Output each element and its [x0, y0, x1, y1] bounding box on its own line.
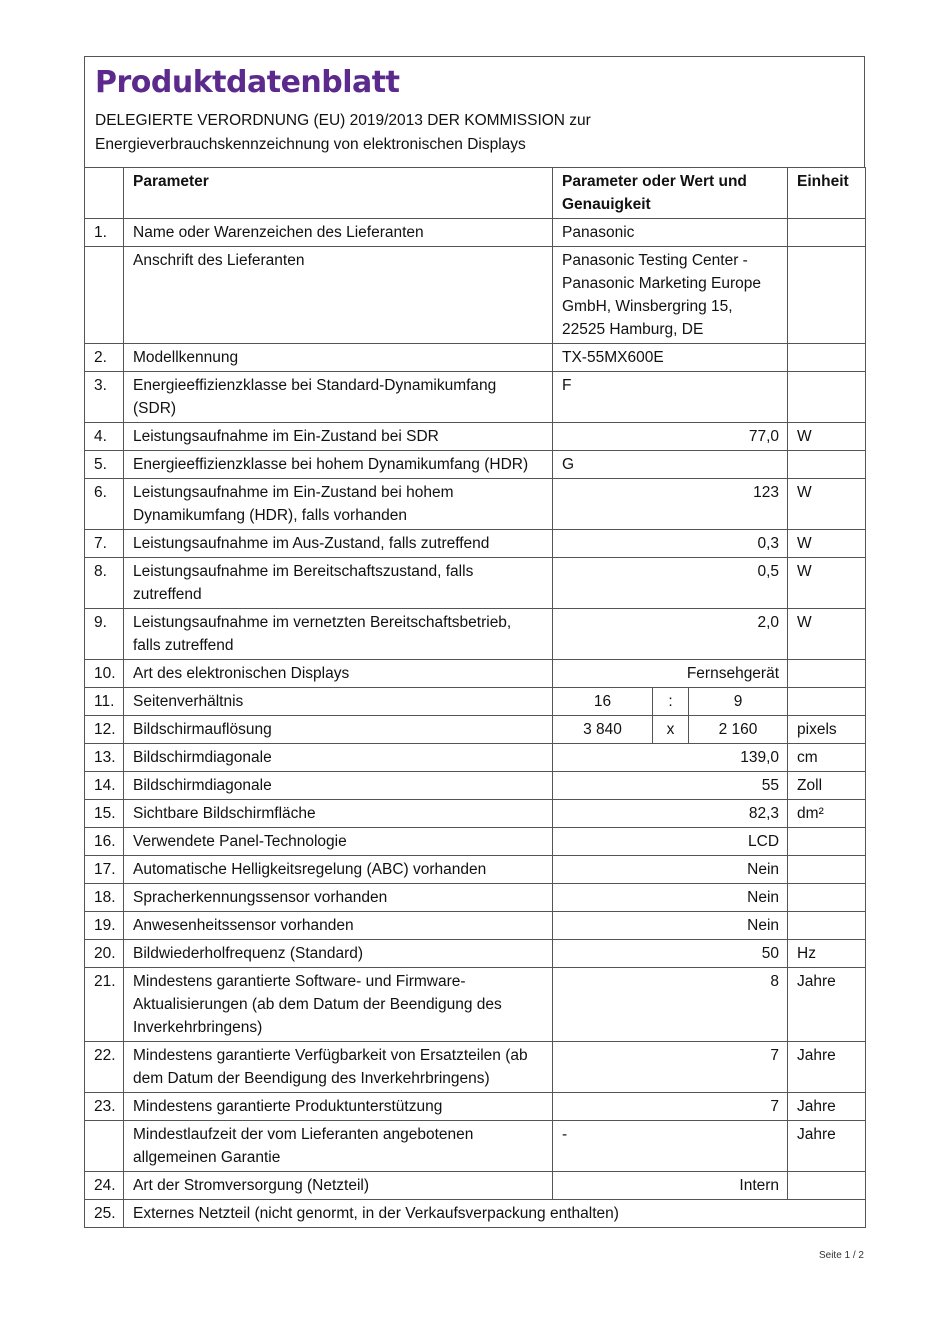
- regulation-line-2: Energieverbrauchskennzeichnung von elektronischen Displays: [95, 136, 526, 153]
- row-unit: Jahre: [788, 1121, 866, 1172]
- row-unit: [788, 219, 866, 247]
- row-parameter: Bildwiederholfrequenz (Standard): [124, 940, 553, 968]
- row-parameter: Name oder Warenzeichen des Lieferanten: [124, 219, 553, 247]
- row-number: 1.: [85, 219, 124, 247]
- row-value-b: 9: [689, 688, 788, 716]
- row-unit: [788, 451, 866, 479]
- row-unit: [788, 372, 866, 423]
- row-unit: W: [788, 423, 866, 451]
- row-unit: [788, 884, 866, 912]
- table-row: [85, 828, 866, 856]
- row-number: [85, 1121, 124, 1172]
- row-parameter: Seitenverhältnis: [124, 688, 553, 716]
- row-unit: dm²: [788, 800, 866, 828]
- table-row: [85, 530, 866, 558]
- table-row: [85, 423, 866, 451]
- row-unit: [788, 828, 866, 856]
- header-value: Parameter oder Wert und Genauigkeit: [553, 168, 788, 219]
- table-row: [85, 856, 866, 884]
- row-value: Nein: [553, 884, 788, 912]
- datasheet-header: [84, 56, 865, 167]
- row-value: 7: [553, 1042, 788, 1093]
- row-parameter: Bildschirmdiagonale: [124, 772, 553, 800]
- row-unit: Jahre: [788, 968, 866, 1042]
- row-value: 77,0: [553, 423, 788, 451]
- row-number: 25.: [85, 1200, 124, 1228]
- row-value-a: 3 840: [553, 716, 653, 744]
- row-number: 6.: [85, 479, 124, 530]
- row-value: Intern: [553, 1172, 788, 1200]
- table-row: [85, 660, 866, 688]
- row-number: 3.: [85, 372, 124, 423]
- row-parameter: Spracherkennungssensor vorhanden: [124, 884, 553, 912]
- table-row: [85, 344, 866, 372]
- row-value: Panasonic: [553, 219, 788, 247]
- row-value: 82,3: [553, 800, 788, 828]
- table-row: [85, 609, 866, 660]
- row-unit: W: [788, 558, 866, 609]
- row-parameter: Leistungsaufnahme im Ein-Zustand bei hohem Dynamikumfang (HDR), falls vorhanden: [124, 479, 553, 530]
- row-unit: Zoll: [788, 772, 866, 800]
- row-number: [85, 247, 124, 344]
- row-value-separator: x: [653, 716, 689, 744]
- row-number: 7.: [85, 530, 124, 558]
- table-row: [85, 940, 866, 968]
- row-unit: W: [788, 479, 866, 530]
- row-unit: [788, 344, 866, 372]
- row-value: 2,0: [553, 609, 788, 660]
- row-value: 7: [553, 1093, 788, 1121]
- table-body: [85, 219, 866, 1228]
- row-value: 8: [553, 968, 788, 1042]
- row-value: TX-55MX600E: [553, 344, 788, 372]
- row-unit: pixels: [788, 716, 866, 744]
- row-number: 24.: [85, 1172, 124, 1200]
- table-row: [85, 968, 866, 1042]
- row-value-a: 16: [553, 688, 653, 716]
- row-parameter: Bildschirmauflösung: [124, 716, 553, 744]
- row-unit: W: [788, 530, 866, 558]
- row-number: 15.: [85, 800, 124, 828]
- row-parameter: Mindestens garantierte Produktunterstützung: [124, 1093, 553, 1121]
- row-value: F: [553, 372, 788, 423]
- row-unit: Jahre: [788, 1093, 866, 1121]
- row-number: 22.: [85, 1042, 124, 1093]
- page-title: Produktdatenblatt: [95, 65, 400, 100]
- row-number: 16.: [85, 828, 124, 856]
- row-number: 17.: [85, 856, 124, 884]
- row-number: 9.: [85, 609, 124, 660]
- row-number: 11.: [85, 688, 124, 716]
- parameter-table: [84, 167, 866, 1228]
- row-value-separator: :: [653, 688, 689, 716]
- row-number: 21.: [85, 968, 124, 1042]
- row-value: Panasonic Testing Center - Panasonic Marketing Europe GmbH, Winsbergring 15, 22525 Hamburg, DE: [553, 247, 788, 344]
- row-parameter: Leistungsaufnahme im Bereitschaftszustand, falls zutreffend: [124, 558, 553, 609]
- row-value: 50: [553, 940, 788, 968]
- header-parameter: Parameter: [124, 168, 553, 219]
- row-unit: [788, 247, 866, 344]
- row-number: 2.: [85, 344, 124, 372]
- row-parameter: Art der Stromversorgung (Netzteil): [124, 1172, 553, 1200]
- row-unit: [788, 912, 866, 940]
- row-value: 0,5: [553, 558, 788, 609]
- page-footer: Seite 1 / 2: [818, 1250, 864, 1261]
- row-value: 139,0: [553, 744, 788, 772]
- row-parameter: Energieeffizienzklasse bei hohem Dynamikumfang (HDR): [124, 451, 553, 479]
- table-row: [85, 688, 866, 716]
- table-row: [85, 1121, 866, 1172]
- table-row: [85, 219, 866, 247]
- row-number: 18.: [85, 884, 124, 912]
- row-value: G: [553, 451, 788, 479]
- row-parameter: Sichtbare Bildschirmfläche: [124, 800, 553, 828]
- datasheet: [84, 56, 865, 1228]
- row-parameter: Leistungsaufnahme im Aus-Zustand, falls zutreffend: [124, 530, 553, 558]
- row-unit: [788, 660, 866, 688]
- row-number: 19.: [85, 912, 124, 940]
- table-row: [85, 716, 866, 744]
- header-unit: Einheit: [788, 168, 866, 219]
- table-row: [85, 744, 866, 772]
- row-value: 0,3: [553, 530, 788, 558]
- table-row: [85, 479, 866, 530]
- table-row: [85, 247, 866, 344]
- row-parameter: Automatische Helligkeitsregelung (ABC) vorhanden: [124, 856, 553, 884]
- row-number: 20.: [85, 940, 124, 968]
- table-row: [85, 451, 866, 479]
- table-row: [85, 800, 866, 828]
- row-parameter: Anwesenheitssensor vorhanden: [124, 912, 553, 940]
- row-value: Fernsehgerät: [553, 660, 788, 688]
- row-unit: [788, 856, 866, 884]
- row-number: 14.: [85, 772, 124, 800]
- row-parameter: Externes Netzteil (nicht genormt, in der Verkaufsverpackung enthalten): [124, 1200, 866, 1228]
- table-row: [85, 772, 866, 800]
- row-unit: [788, 688, 866, 716]
- row-parameter: Leistungsaufnahme im Ein-Zustand bei SDR: [124, 423, 553, 451]
- row-unit: Jahre: [788, 1042, 866, 1093]
- table-row: [85, 1200, 866, 1228]
- row-parameter: Bildschirmdiagonale: [124, 744, 553, 772]
- row-number: 10.: [85, 660, 124, 688]
- row-unit: cm: [788, 744, 866, 772]
- row-parameter: Mindestlaufzeit der vom Lieferanten angebotenen allgemeinen Garantie: [124, 1121, 553, 1172]
- row-parameter: Mindestens garantierte Software- und Firmware-Aktualisierungen (ab dem Datum der Beendigung des Inverkehrbringens): [124, 968, 553, 1042]
- row-number: 23.: [85, 1093, 124, 1121]
- row-parameter: Anschrift des Lieferanten: [124, 247, 553, 344]
- row-parameter: Art des elektronischen Displays: [124, 660, 553, 688]
- row-parameter: Energieeffizienzklasse bei Standard-Dynamikumfang (SDR): [124, 372, 553, 423]
- table-row: [85, 1172, 866, 1200]
- row-number: 5.: [85, 451, 124, 479]
- row-parameter: Modellkennung: [124, 344, 553, 372]
- row-number: 13.: [85, 744, 124, 772]
- row-unit: W: [788, 609, 866, 660]
- row-value: 55: [553, 772, 788, 800]
- row-parameter: Verwendete Panel-Technologie: [124, 828, 553, 856]
- row-value: 123: [553, 479, 788, 530]
- regulation-line-1: DELEGIERTE VERORDNUNG (EU) 2019/2013 DER KOMMISSION zur: [95, 112, 591, 129]
- table-row: [85, 1093, 866, 1121]
- row-value: Nein: [553, 856, 788, 884]
- row-parameter: Leistungsaufnahme im vernetzten Bereitschaftsbetrieb, falls zutreffend: [124, 609, 553, 660]
- table-row: [85, 372, 866, 423]
- table-header-row: [85, 168, 866, 219]
- row-number: 12.: [85, 716, 124, 744]
- table-row: [85, 884, 866, 912]
- table-row: [85, 558, 866, 609]
- row-unit: Hz: [788, 940, 866, 968]
- row-value: Nein: [553, 912, 788, 940]
- row-number: 4.: [85, 423, 124, 451]
- row-value: LCD: [553, 828, 788, 856]
- row-number: 8.: [85, 558, 124, 609]
- table-row: [85, 912, 866, 940]
- header-nr: [85, 168, 124, 219]
- row-value-b: 2 160: [689, 716, 788, 744]
- row-unit: [788, 1172, 866, 1200]
- row-value: -: [553, 1121, 788, 1172]
- row-parameter: Mindestens garantierte Verfügbarkeit von Ersatzteilen (ab dem Datum der Beendigung des Inverkehrbringens): [124, 1042, 553, 1093]
- table-row: [85, 1042, 866, 1093]
